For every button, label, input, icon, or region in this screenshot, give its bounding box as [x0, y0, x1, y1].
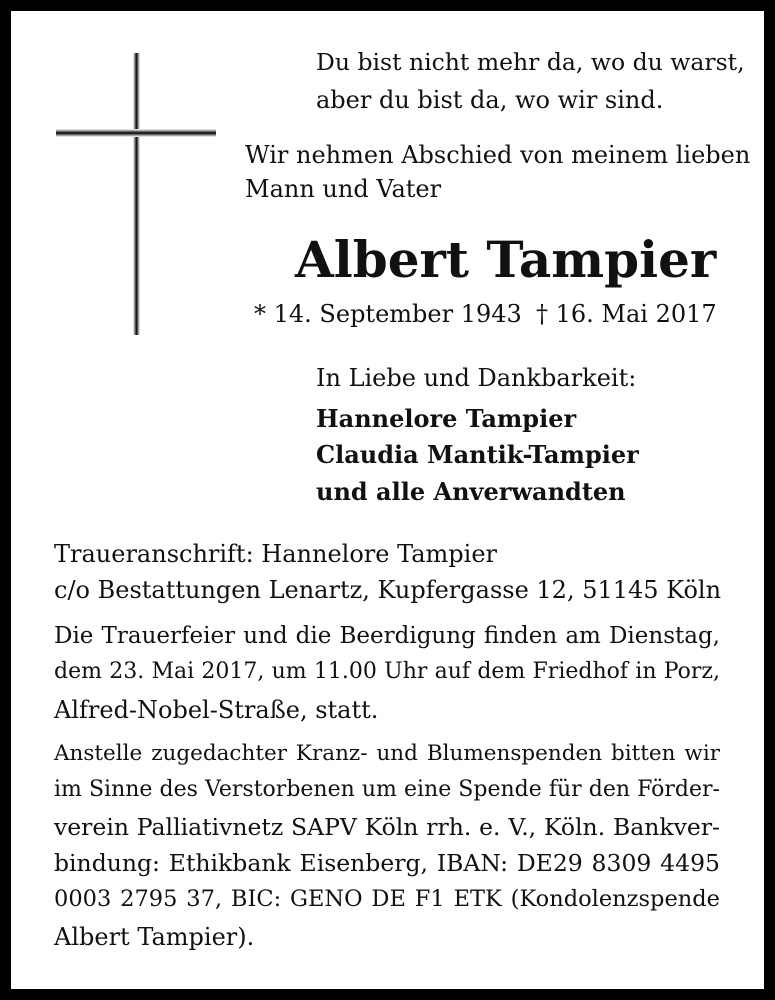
death-date: † 16. Mai 2017: [536, 300, 717, 328]
donation-line: im Sinne des Verstorbenen um eine Spende für den Förder-: [54, 777, 720, 802]
obituary-notice: [11, 11, 764, 989]
mourner-name: Hannelore Tampier: [316, 404, 577, 433]
mourner-name: Claudia Mantik-Tampier: [316, 440, 639, 469]
quote-line-2: aber du bist da, wo wir sind.: [316, 86, 664, 114]
ceremony-line: Die Trauerfeier und die Beerdigung finden am Dienstag,: [54, 623, 720, 649]
address-line-2: c/o Bestattungen Lenartz, Kupfergasse 12, 51145 Köln: [54, 576, 722, 604]
donation-line: bindung: Ethikbank Eisenberg, IBAN: DE29 8309 4495: [54, 849, 720, 877]
mourners-heading: In Liebe und Dankbarkeit:: [316, 364, 637, 392]
birth-date: * 14. September 1943: [254, 300, 522, 328]
intro-line-1: Wir nehmen Abschied von meinem lieben: [245, 141, 751, 169]
mourner-name: und alle Anverwandten: [316, 477, 626, 506]
ceremony-line: Alfred-Nobel-Straße, statt.: [54, 696, 379, 724]
address-line-1: Traueranschrift: Hannelore Tampier: [54, 540, 498, 568]
deceased-name: Albert Tampier: [295, 230, 717, 289]
ceremony-line: dem 23. Mai 2017, um 11.00 Uhr auf dem Friedhof in Porz,: [54, 659, 720, 684]
quote-line-1: Du bist nicht mehr da, wo du warst,: [316, 48, 745, 76]
donation-line: Albert Tampier).: [54, 923, 255, 951]
donation-line: verein Palliativnetz SAPV Köln rrh. e. V., Köln. Bankver-: [54, 813, 720, 841]
intro-line-2: Mann und Vater: [245, 175, 442, 203]
donation-line: 0003 2795 37, BIC: GENO DE F1 ETK (Kondolenzspende: [54, 886, 720, 912]
donation-line: Anstelle zugedachter Kranz- und Blumenspenden bitten wir: [54, 741, 720, 766]
